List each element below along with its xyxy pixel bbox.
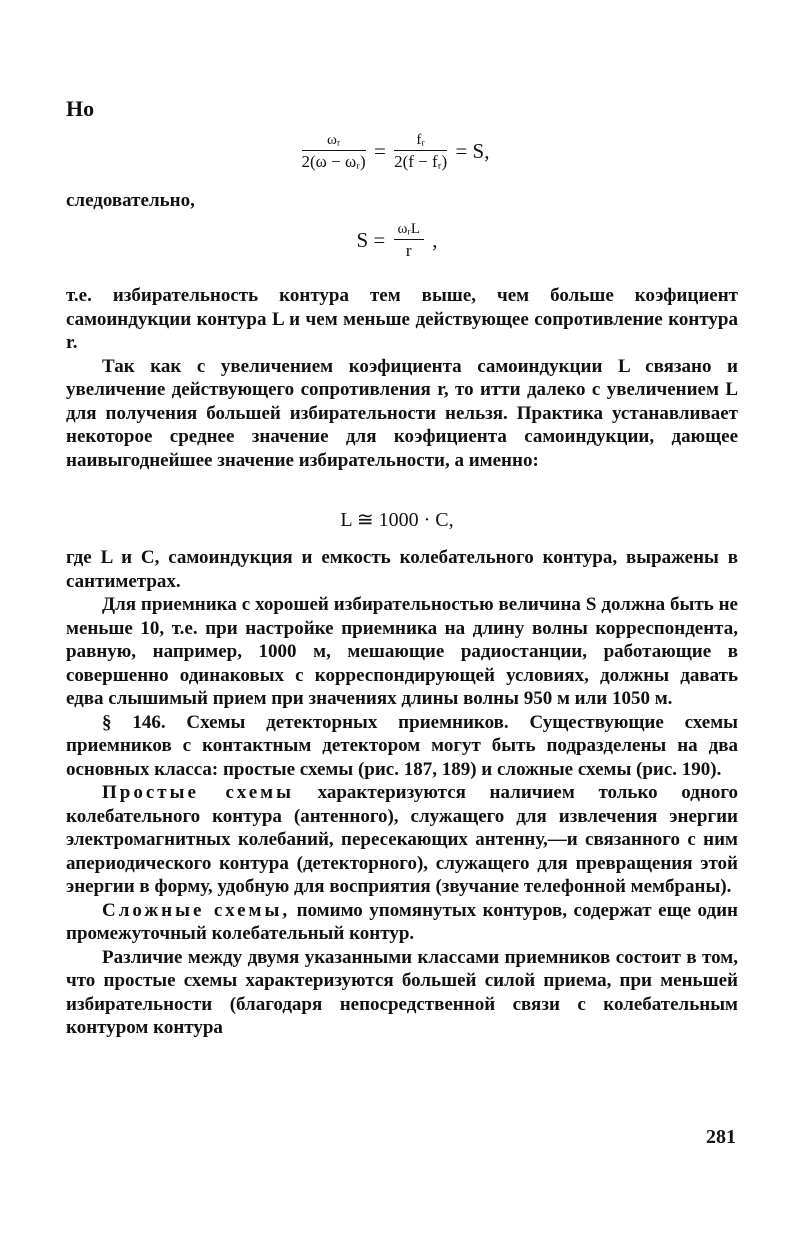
paragraph-3: где L и C, самоиндукция и емкость колебательного контура, выражены в сантиметрах. [66,547,738,592]
paragraph-5-text: Существующие схемы приемников с контактным детектором могут быть подразделены на два основных класса: простые схемы (рис. 187, 189) и сложные схемы (рис. 190). [66,711,738,780]
fraction-frequency-denominator: 2(f − fᵣ) [394,152,448,171]
lead-word: Но [66,96,95,121]
fraction-omega-denominator: 2(ω − ωᵣ) [301,152,366,171]
paragraph-5 [66,711,738,782]
fraction-omega-numerator: ωᵣ [302,133,366,151]
text-block-1 [66,284,738,472]
term-complex-schemes: Сложные схемы, [102,899,291,921]
page-number: 281 [706,1126,736,1148]
formula-lhs: S = [356,228,386,252]
section-heading: § 146. Схемы детекторных приемников. [102,711,509,733]
fraction-frequency [394,133,447,170]
term-simple-schemes: Простые схемы [102,782,294,803]
formula-tail: = S, [455,139,490,163]
paragraph-7-text: помимо упомянутых контуров, содержат еще один промежуточный колебательный контур. [66,899,739,944]
connector-word: следовательно, [66,190,195,211]
paragraph-8: Различие между двумя указанными классами приемников состоит в том, что простые схемы характеризуются большей силой приема, при меньшей избирательности (благодаря непосредственной связи с колебательным контуром контура [66,946,738,1038]
paragraph-7 [66,899,738,946]
formula-comma: , [432,228,438,252]
fraction-frequency-numerator: fᵣ [394,133,447,151]
text-block-2 [66,546,738,1040]
formula-s-definition [0,222,794,259]
paragraph-4: Для приемника с хорошей избирательностью величина S должна быть не меньше 10, т.е. при настройке приемника на длину волны корреспондента, равную, например, 1000 м, мешающие радиостанции, работающие в совершенно одинаковых с корреспондирующей условиях, должны давать едва слышимый прием при значениях длины волны 950 м или 1050 м. [66,594,738,709]
paragraph-1: т.е. избирательность контура тем выше, чем больше коэфициент самоиндукции контура L и чем меньше действующее сопротивление контура r. [66,285,738,353]
fraction-s-numerator: ωᵣL [394,222,424,240]
formula-selectivity-ratio [0,133,794,170]
fraction-omega [302,133,366,170]
equals-sign: = [373,139,386,163]
formula-inductance: L ≅ 1000 · C, [340,509,454,531]
fraction-s-denominator: r [405,241,412,260]
paragraph-6-text: характеризуются наличием только одного колебательного контура (антенного), служащего для извлечения энергии электромагнитных колебаний, пересекающих антенну,—и связанного с ним апериодического контура (детекторного), служащего для превращения этой энергии в форму, удобную для восприятия (звучание телефонной мембраны). [66,782,738,897]
fraction-s [394,222,424,259]
paragraph-6 [66,781,738,899]
paragraph-2: Так как с увеличением коэфициента самоиндукции L связано и увеличение действующего сопротивления r, то итти далеко с увеличением L для получения большей избирательности нельзя. Практика устанавливает некоторое среднее значение для коэфициента самоиндукции, дающее наивыгоднейшее значение избирательности, а именно: [66,355,738,471]
